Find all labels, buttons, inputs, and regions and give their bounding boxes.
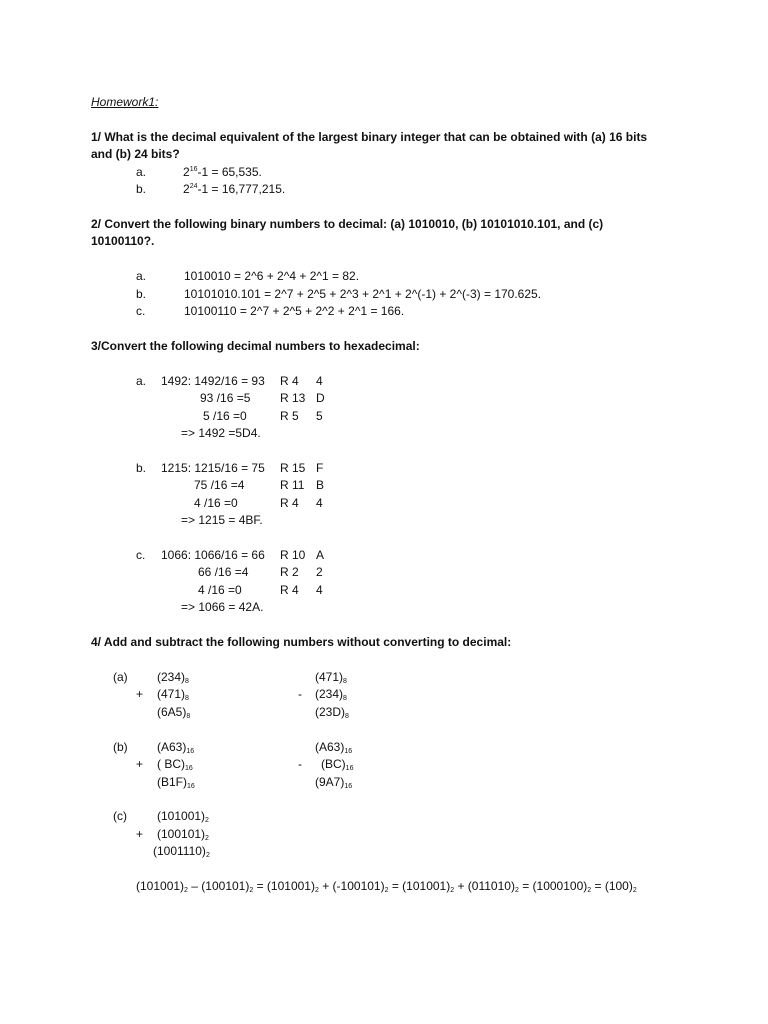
q3-a-rem-1: R 4 [280, 374, 299, 388]
q3-b-rem-1: R 15 [280, 461, 306, 475]
q3-c-result: => 1066 = 42A. [181, 600, 264, 614]
q3-a-result: => 1492 =5D4. [181, 426, 261, 440]
q2-a-label: a. [136, 269, 147, 283]
q3-b-hex-3: 4 [316, 496, 323, 510]
q3-a-label: a. [136, 374, 147, 388]
q3-a-rem-2: R 13 [280, 391, 306, 405]
q1-line2: and (b) 24 bits? [91, 147, 180, 161]
q3-c-rem-2: R 2 [280, 565, 299, 579]
q2-line2: 10100110?. [91, 234, 155, 248]
q4-b-sub-n2: $(BC)_{16}$ [321, 757, 354, 772]
q4-c-add-result: $(1001110)_2$ [153, 844, 210, 859]
q3-b-calc-1: 1215: 1215/16 = 75 [161, 461, 265, 475]
q4-a-sub-n1: $(471)_8$ [315, 670, 347, 685]
q3-c-rem-1: R 10 [280, 548, 306, 562]
q3-c-hex-1: A [316, 548, 325, 562]
q4-b-add-n1: $(A63)_{16}$ [157, 740, 195, 755]
q4-b-add-op: + [136, 757, 144, 771]
q3-b-hex-1: F [316, 461, 324, 475]
q4-a-add-n2: $(471)_8$ [157, 687, 189, 702]
q1-a-answer: $2^{16}-1 = 65,535$. [183, 165, 262, 179]
q3-c-hex-2: 2 [316, 565, 323, 579]
q4-a-add-op: + [136, 687, 144, 701]
q4-a-add-result: $(6A5)_8$ [157, 705, 191, 720]
q2-b-label: b. [136, 287, 147, 301]
q4-a-sub-n2: $(234)_8$ [315, 687, 347, 702]
q2-b-answer: 10101010.101 = 2^7 + 2^5 + 2^3 + 2^1 + 2^(-1) + 2^(-3) = 170.625. [184, 287, 542, 301]
q1-b-answer: $2^{24}-1 = 16,777,215$. [183, 182, 286, 196]
q3-b-calc-3: 4 /16 =0 [194, 496, 238, 510]
q3-a-hex-3: 5 [316, 409, 323, 423]
q3-heading: 3/Convert the following decimal numbers to hexadecimal: [91, 339, 420, 353]
q3-b-rem-2: R 11 [280, 478, 305, 492]
q2-c-label: c. [136, 304, 146, 318]
q3-b-hex-2: B [316, 478, 325, 492]
q4-b-label: (b) [113, 740, 128, 754]
q3-a-hex-1: 4 [316, 374, 323, 388]
q3-b-rem-3: R 4 [280, 496, 299, 510]
q4-a-sub-result: $(23D)_8$ [315, 705, 349, 720]
q3-b-result: => 1215 = 4BF. [181, 513, 263, 527]
q4-heading: 4/ Add and subtract the following numbers without converting to decimal: [91, 635, 512, 649]
q3-b-calc-2: 75 /16 =4 [194, 478, 245, 492]
q3-c-calc-3: 4 /16 =0 [198, 583, 242, 597]
q1-b-label: b. [136, 182, 147, 196]
q3-c-hex-3: 4 [316, 583, 323, 597]
q2-line1: 2/ Convert the following binary numbers to decimal: (a) 1010010, (b) 10101010.101, and (c) [91, 217, 604, 231]
q4-a-add-n1: $(234)_8$ [157, 670, 189, 685]
q2-a-answer: 1010010 = 2^6 + 2^4 + 2^1 = 82. [184, 269, 360, 283]
q4-b-add-result: $(B1F)_{16}$ [157, 775, 195, 790]
q3-a-calc-1: 1492: 1492/16 = 93 [161, 374, 265, 388]
q3-c-rem-3: R 4 [280, 583, 299, 597]
q4-c-add-n2: $(100101)_2$ [157, 827, 209, 842]
q4-c-subtraction-line: $(101001)_2 - (100101)_2 = (101001)_2 + (-100101)_2 = (101001)_2 + (011010)_2 = (1000100)_2 = (100)_2$ [136, 879, 637, 894]
q4-a-label: (a) [113, 670, 128, 684]
q3-c-calc-1: 1066: 1066/16 = 66 [161, 548, 265, 562]
q3-a-calc-3: 5 /16 =0 [203, 409, 247, 423]
q3-a-hex-2: D [316, 391, 325, 405]
q4-c-add-n1: $(101001)_2$ [157, 809, 209, 824]
q1-a-label: a. [136, 165, 147, 179]
q3-c-calc-2: 66 /16 =4 [198, 565, 249, 579]
q4-b-sub-op: - [298, 757, 302, 771]
q4-b-sub-result: $(9A7)_{16}$ [315, 775, 353, 790]
q3-a-calc-2: 93 /16 =5 [200, 391, 251, 405]
page-title: Homework1: [91, 95, 159, 109]
q3-c-label: c. [136, 548, 146, 562]
q4-c-label: (c) [113, 809, 127, 823]
q3-a-rem-3: R 5 [280, 409, 299, 423]
q4-b-add-n2: ( $BC)_{16}$ [157, 757, 193, 772]
q4-c-add-op: + [136, 827, 144, 841]
q4-b-sub-n1: $(A63)_{16}$ [315, 740, 353, 755]
q2-c-answer: 10100110 = 2^7 + 2^5 + 2^2 + 2^1 = 166. [184, 304, 405, 318]
q3-b-label: b. [136, 461, 147, 475]
q1-line1: 1/ What is the decimal equivalent of the largest binary integer that can be obtained with (a) 16 bits [91, 130, 648, 144]
q4-a-sub-op: - [298, 687, 302, 701]
